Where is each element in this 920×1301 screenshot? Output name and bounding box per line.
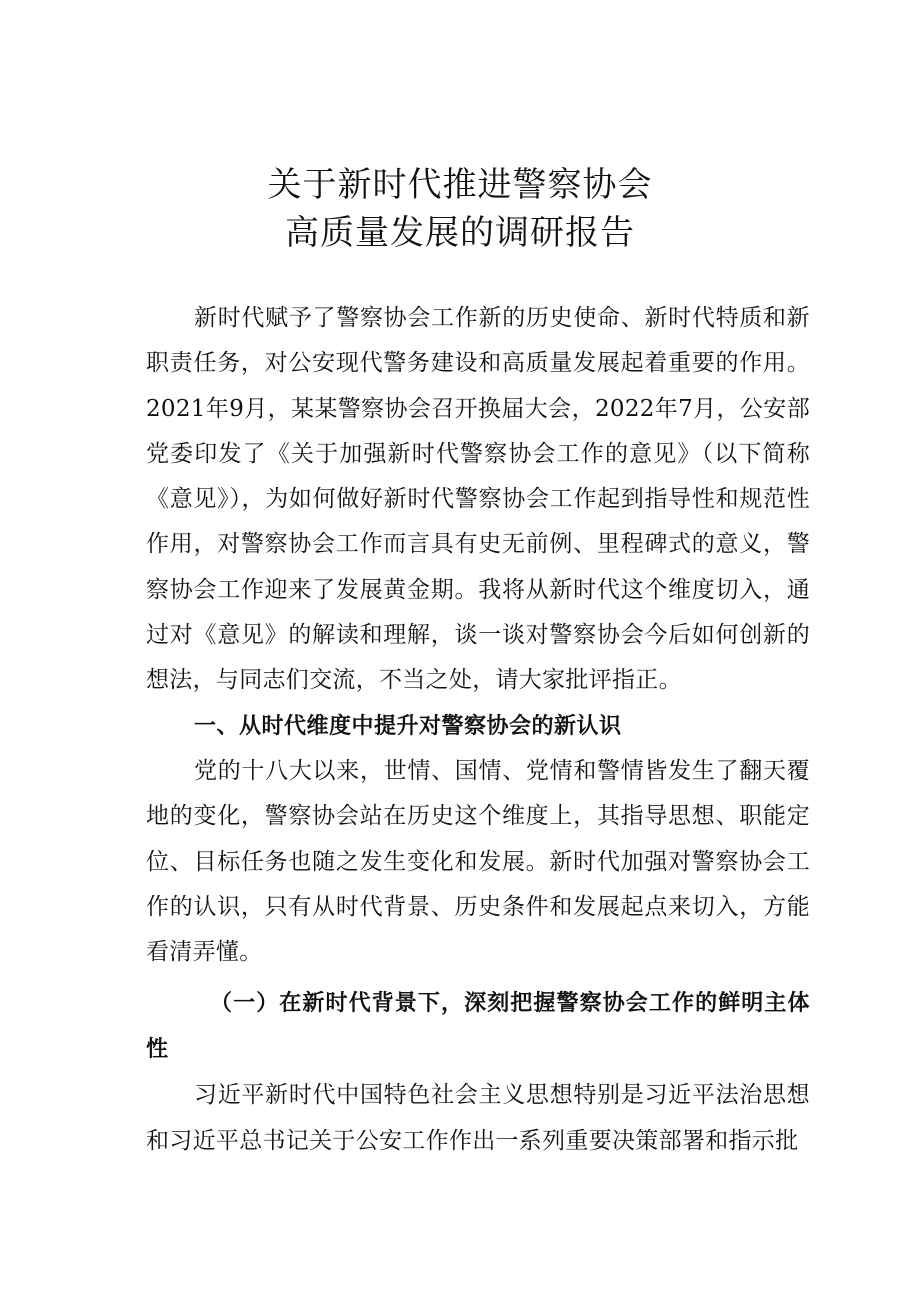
- document-title-line-1: 关于新时代推进警察协会: [267, 165, 653, 205]
- intro-paragraph: 新时代赋予了警察协会工作新的历史使命、新时代特质和新职责任务，对公安现代警务建设和高质量发展起着重要的作用。2021年9月，某某警察协会召开换届大会，2022年7月，公安部党委印发了《关于加强新时代警察协会工作的意见》（以下简称《意见》），为如何做好新时代警察协会工作起到指导性和规范性作用，对警察协会工作而言具有史无前例、里程碑式的意义，警察协会工作迎来了发展黄金期。我将从新时代这个维度切入，通过对《意见》的解读和理解，谈一谈对警察协会今后如何创新的想法，与同志们交流，不当之处，请大家批评指正。: [146, 305, 810, 694]
- document-body: [146, 296, 810, 1164]
- subsection-heading-1-1: （一）在新时代背景下，深刻把握警察协会工作的鲜明主体性: [146, 991, 810, 1063]
- section-1-paragraph: 党的十八大以来，世情、国情、党情和警情皆发生了翻天覆地的变化，警察协会站在历史这个维度上，其指导思想、职能定位、目标任务也随之发生变化和发展。新时代加强对警察协会工作的认识，只有从时代背景、历史条件和发展起点来切入，方能看清弄懂。: [146, 757, 810, 966]
- document-title-line-2: 高质量发展的调研报告: [285, 213, 635, 253]
- subsection-1-1-paragraph: 习近平新时代中国特色社会主义思想特别是习近平法治思想和习近平总书记关于公安工作作出一系列重要决策部署和指示批: [146, 1082, 810, 1154]
- section-heading-1: 一、从时代维度中提升对警察协会的新认识: [194, 713, 622, 739]
